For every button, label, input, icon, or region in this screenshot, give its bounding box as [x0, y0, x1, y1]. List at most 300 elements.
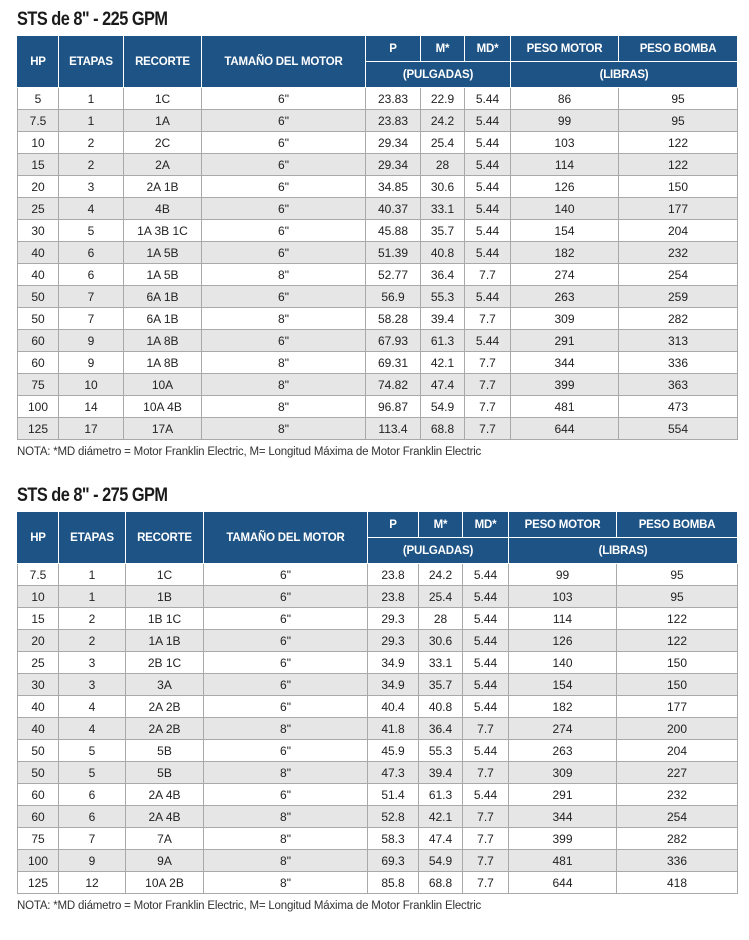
cell-etapas: 2	[59, 154, 124, 176]
cell-peso-motor: 154	[509, 674, 617, 696]
cell-md: 5.44	[463, 608, 509, 630]
spec-table-225-gpm	[17, 35, 738, 440]
cell-peso-motor: 291	[511, 330, 619, 352]
cell-peso-motor: 644	[509, 872, 617, 894]
cell-md: 5.44	[463, 652, 509, 674]
cell-motor-size: 6"	[204, 608, 368, 630]
cell-hp: 30	[18, 674, 59, 696]
cell-peso-motor: 263	[511, 286, 619, 308]
cell-hp: 40	[18, 718, 59, 740]
cell-etapas: 1	[59, 110, 124, 132]
cell-recorte: 1A 5B	[124, 264, 202, 286]
table-row	[18, 264, 738, 286]
cell-peso-motor: 182	[511, 242, 619, 264]
cell-motor-size: 6"	[204, 674, 368, 696]
cell-motor-size: 6"	[204, 630, 368, 652]
cell-motor-size: 6"	[202, 110, 366, 132]
header-motor-size: TAMAÑO DEL MOTOR	[204, 512, 368, 564]
cell-etapas: 17	[59, 418, 124, 440]
cell-peso-bomba: 254	[619, 264, 738, 286]
cell-peso-bomba: 418	[617, 872, 738, 894]
cell-motor-size: 8"	[204, 828, 368, 850]
table-row	[18, 586, 738, 608]
cell-md: 5.44	[463, 740, 509, 762]
cell-recorte: 5B	[126, 740, 204, 762]
cell-p: 23.8	[368, 564, 419, 586]
header-recorte: RECORTE	[126, 512, 204, 564]
cell-md: 7.7	[465, 264, 511, 286]
cell-p: 58.28	[366, 308, 421, 330]
header-peso-bomba: PESO BOMBA	[617, 512, 738, 538]
cell-md: 5.44	[465, 132, 511, 154]
cell-etapas: 7	[59, 286, 124, 308]
cell-motor-size: 8"	[202, 374, 366, 396]
cell-m: 24.2	[421, 110, 465, 132]
cell-peso-motor: 140	[511, 198, 619, 220]
table-row	[18, 242, 738, 264]
cell-md: 5.44	[465, 110, 511, 132]
cell-peso-bomba: 254	[617, 806, 738, 828]
cell-motor-size: 6"	[202, 242, 366, 264]
cell-md: 5.44	[465, 330, 511, 352]
cell-m: 35.7	[419, 674, 463, 696]
cell-motor-size: 8"	[204, 762, 368, 784]
cell-motor-size: 6"	[202, 176, 366, 198]
cell-md: 5.44	[465, 88, 511, 110]
cell-hp: 5	[18, 88, 59, 110]
cell-peso-motor: 644	[511, 418, 619, 440]
cell-etapas: 9	[59, 330, 124, 352]
cell-p: 40.4	[368, 696, 419, 718]
cell-peso-bomba: 204	[617, 740, 738, 762]
cell-recorte: 6A 1B	[124, 308, 202, 330]
cell-etapas: 7	[59, 828, 126, 850]
cell-recorte: 4B	[124, 198, 202, 220]
cell-m: 30.6	[419, 630, 463, 652]
cell-etapas: 2	[59, 630, 126, 652]
cell-etapas: 10	[59, 374, 124, 396]
cell-etapas: 4	[59, 198, 124, 220]
cell-peso-motor: 154	[511, 220, 619, 242]
cell-p: 69.31	[366, 352, 421, 374]
cell-hp: 60	[18, 806, 59, 828]
cell-peso-bomba: 259	[619, 286, 738, 308]
cell-m: 61.3	[421, 330, 465, 352]
cell-md: 7.7	[463, 828, 509, 850]
cell-p: 45.88	[366, 220, 421, 242]
cell-p: 23.83	[366, 110, 421, 132]
cell-peso-bomba: 122	[619, 132, 738, 154]
cell-motor-size: 6"	[202, 154, 366, 176]
cell-p: 34.9	[368, 652, 419, 674]
cell-etapas: 6	[59, 264, 124, 286]
cell-md: 7.7	[465, 418, 511, 440]
cell-recorte: 1C	[126, 564, 204, 586]
cell-peso-motor: 344	[511, 352, 619, 374]
cell-etapas: 3	[59, 176, 124, 198]
table-body	[18, 88, 738, 440]
spec-table-275-gpm	[17, 511, 738, 894]
table-row	[18, 330, 738, 352]
cell-md: 5.44	[463, 564, 509, 586]
cell-peso-bomba: 150	[617, 674, 738, 696]
cell-md: 7.7	[465, 308, 511, 330]
cell-motor-size: 8"	[204, 718, 368, 740]
cell-recorte: 2A 1B	[124, 176, 202, 198]
cell-p: 29.3	[368, 630, 419, 652]
cell-etapas: 3	[59, 674, 126, 696]
cell-m: 54.9	[421, 396, 465, 418]
cell-hp: 60	[18, 352, 59, 374]
cell-peso-motor: 309	[509, 762, 617, 784]
cell-hp: 75	[18, 374, 59, 396]
cell-md: 5.44	[465, 198, 511, 220]
cell-md: 7.7	[465, 374, 511, 396]
cell-p: 34.85	[366, 176, 421, 198]
cell-motor-size: 6"	[204, 652, 368, 674]
table-row	[18, 220, 738, 242]
table-row	[18, 740, 738, 762]
cell-hp: 60	[18, 784, 59, 806]
cell-peso-bomba: 177	[617, 696, 738, 718]
cell-motor-size: 6"	[204, 784, 368, 806]
table-row	[18, 286, 738, 308]
cell-peso-bomba: 122	[617, 608, 738, 630]
cell-p: 52.8	[368, 806, 419, 828]
header-md: MD*	[465, 36, 511, 62]
cell-motor-size: 6"	[204, 586, 368, 608]
table-row	[18, 154, 738, 176]
table-row	[18, 762, 738, 784]
cell-p: 96.87	[366, 396, 421, 418]
cell-p: 51.39	[366, 242, 421, 264]
cell-p: 69.3	[368, 850, 419, 872]
cell-md: 7.7	[463, 762, 509, 784]
table-row	[18, 806, 738, 828]
header-libras: (LIBRAS)	[509, 538, 738, 564]
table-body	[18, 564, 738, 894]
cell-md: 5.44	[463, 674, 509, 696]
cell-m: 25.4	[421, 132, 465, 154]
header-m: M*	[419, 512, 463, 538]
cell-hp: 100	[18, 396, 59, 418]
cell-etapas: 14	[59, 396, 124, 418]
cell-md: 5.44	[465, 154, 511, 176]
section-225-gpm	[17, 5, 737, 458]
cell-etapas: 4	[59, 696, 126, 718]
cell-md: 5.44	[463, 784, 509, 806]
cell-peso-bomba: 473	[619, 396, 738, 418]
cell-peso-bomba: 95	[619, 110, 738, 132]
cell-motor-size: 8"	[202, 352, 366, 374]
cell-recorte: 2A 4B	[126, 806, 204, 828]
cell-md: 5.44	[463, 630, 509, 652]
cell-p: 113.4	[366, 418, 421, 440]
cell-p: 29.34	[366, 132, 421, 154]
table-row	[18, 396, 738, 418]
cell-p: 51.4	[368, 784, 419, 806]
cell-m: 54.9	[419, 850, 463, 872]
cell-recorte: 2B 1C	[126, 652, 204, 674]
cell-motor-size: 8"	[202, 396, 366, 418]
header-libras: (LIBRAS)	[511, 62, 738, 88]
cell-peso-motor: 126	[511, 176, 619, 198]
cell-md: 5.44	[465, 242, 511, 264]
cell-m: 40.8	[419, 696, 463, 718]
cell-m: 47.4	[421, 374, 465, 396]
cell-motor-size: 8"	[202, 308, 366, 330]
header-pulgadas: (PULGADAS)	[368, 538, 509, 564]
cell-md: 5.44	[463, 696, 509, 718]
cell-md: 5.44	[465, 176, 511, 198]
cell-md: 7.7	[465, 352, 511, 374]
cell-peso-motor: 114	[509, 608, 617, 630]
cell-m: 61.3	[419, 784, 463, 806]
cell-hp: 50	[18, 740, 59, 762]
cell-hp: 7.5	[18, 564, 59, 586]
table-title: STS de 8" - 275 GPM	[17, 485, 168, 506]
cell-m: 39.4	[421, 308, 465, 330]
cell-etapas: 1	[59, 586, 126, 608]
cell-md: 5.44	[463, 586, 509, 608]
cell-m: 28	[419, 608, 463, 630]
table-row	[18, 564, 738, 586]
cell-peso-motor: 399	[509, 828, 617, 850]
cell-p: 29.34	[366, 154, 421, 176]
cell-recorte: 7A	[126, 828, 204, 850]
cell-peso-bomba: 232	[617, 784, 738, 806]
header-hp: HP	[18, 36, 59, 88]
cell-recorte: 2A 2B	[126, 718, 204, 740]
table-row	[18, 608, 738, 630]
cell-etapas: 9	[59, 850, 126, 872]
cell-m: 33.1	[419, 652, 463, 674]
cell-etapas: 5	[59, 220, 124, 242]
cell-m: 36.4	[419, 718, 463, 740]
cell-p: 40.37	[366, 198, 421, 220]
table-row	[18, 198, 738, 220]
table-row	[18, 374, 738, 396]
cell-hp: 40	[18, 696, 59, 718]
cell-motor-size: 6"	[202, 132, 366, 154]
cell-hp: 15	[18, 154, 59, 176]
cell-m: 42.1	[419, 806, 463, 828]
cell-p: 41.8	[368, 718, 419, 740]
cell-m: 68.8	[421, 418, 465, 440]
cell-hp: 25	[18, 652, 59, 674]
cell-recorte: 1C	[124, 88, 202, 110]
cell-m: 36.4	[421, 264, 465, 286]
cell-recorte: 17A	[124, 418, 202, 440]
cell-recorte: 1A 3B 1C	[124, 220, 202, 242]
cell-hp: 125	[18, 418, 59, 440]
cell-etapas: 4	[59, 718, 126, 740]
table-title: STS de 8" - 225 GPM	[17, 9, 168, 30]
table-row	[18, 418, 738, 440]
cell-recorte: 2A 2B	[126, 696, 204, 718]
cell-hp: 50	[18, 762, 59, 784]
cell-md: 7.7	[465, 396, 511, 418]
cell-peso-bomba: 363	[619, 374, 738, 396]
cell-peso-bomba: 122	[619, 154, 738, 176]
cell-motor-size: 8"	[204, 872, 368, 894]
cell-peso-motor: 344	[509, 806, 617, 828]
cell-etapas: 6	[59, 806, 126, 828]
cell-peso-motor: 99	[511, 110, 619, 132]
table-row	[18, 352, 738, 374]
header-etapas: ETAPAS	[59, 36, 124, 88]
table-row	[18, 850, 738, 872]
cell-m: 28	[421, 154, 465, 176]
cell-peso-bomba: 95	[617, 586, 738, 608]
cell-hp: 50	[18, 286, 59, 308]
cell-hp: 7.5	[18, 110, 59, 132]
cell-peso-bomba: 282	[617, 828, 738, 850]
cell-md: 5.44	[465, 220, 511, 242]
cell-peso-bomba: 122	[617, 630, 738, 652]
cell-md: 7.7	[463, 806, 509, 828]
cell-motor-size: 6"	[202, 220, 366, 242]
cell-p: 56.9	[366, 286, 421, 308]
table-row	[18, 784, 738, 806]
cell-p: 23.8	[368, 586, 419, 608]
cell-hp: 40	[18, 264, 59, 286]
cell-recorte: 1A	[124, 110, 202, 132]
cell-m: 47.4	[419, 828, 463, 850]
cell-peso-motor: 291	[509, 784, 617, 806]
table-row	[18, 872, 738, 894]
cell-peso-motor: 103	[511, 132, 619, 154]
cell-etapas: 5	[59, 740, 126, 762]
cell-hp: 60	[18, 330, 59, 352]
header-etapas: ETAPAS	[59, 512, 126, 564]
cell-m: 25.4	[419, 586, 463, 608]
cell-hp: 100	[18, 850, 59, 872]
cell-peso-bomba: 554	[619, 418, 738, 440]
header-motor-size: TAMAÑO DEL MOTOR	[202, 36, 366, 88]
cell-motor-size: 8"	[204, 850, 368, 872]
header-m: M*	[421, 36, 465, 62]
cell-etapas: 2	[59, 132, 124, 154]
cell-motor-size: 8"	[202, 418, 366, 440]
cell-motor-size: 6"	[204, 696, 368, 718]
cell-motor-size: 8"	[202, 264, 366, 286]
table-row	[18, 828, 738, 850]
cell-recorte: 1A 8B	[124, 330, 202, 352]
cell-md: 7.7	[463, 718, 509, 740]
table-row	[18, 652, 738, 674]
cell-recorte: 1A 5B	[124, 242, 202, 264]
cell-hp: 20	[18, 176, 59, 198]
cell-hp: 40	[18, 242, 59, 264]
cell-peso-bomba: 282	[619, 308, 738, 330]
cell-recorte: 2C	[124, 132, 202, 154]
header-peso-bomba: PESO BOMBA	[619, 36, 738, 62]
cell-etapas: 5	[59, 762, 126, 784]
cell-peso-motor: 86	[511, 88, 619, 110]
cell-etapas: 6	[59, 242, 124, 264]
header-md: MD*	[463, 512, 509, 538]
header-pulgadas: (PULGADAS)	[366, 62, 511, 88]
header-hp: HP	[18, 512, 59, 564]
cell-peso-bomba: 177	[619, 198, 738, 220]
table-row	[18, 696, 738, 718]
cell-peso-bomba: 150	[619, 176, 738, 198]
cell-p: 52.77	[366, 264, 421, 286]
cell-etapas: 1	[59, 564, 126, 586]
cell-p: 74.82	[366, 374, 421, 396]
cell-peso-motor: 274	[511, 264, 619, 286]
cell-m: 40.8	[421, 242, 465, 264]
cell-hp: 75	[18, 828, 59, 850]
cell-hp: 30	[18, 220, 59, 242]
cell-peso-bomba: 150	[617, 652, 738, 674]
cell-p: 58.3	[368, 828, 419, 850]
cell-recorte: 6A 1B	[124, 286, 202, 308]
cell-m: 55.3	[421, 286, 465, 308]
cell-peso-bomba: 232	[619, 242, 738, 264]
cell-m: 24.2	[419, 564, 463, 586]
cell-hp: 25	[18, 198, 59, 220]
table-row	[18, 630, 738, 652]
cell-peso-motor: 140	[509, 652, 617, 674]
cell-etapas: 7	[59, 308, 124, 330]
cell-etapas: 1	[59, 88, 124, 110]
cell-p: 45.9	[368, 740, 419, 762]
table-note: NOTA: *MD diámetro = Motor Franklin Electric, M= Longitud Máxima de Motor Franklin Electric	[17, 446, 482, 458]
cell-hp: 125	[18, 872, 59, 894]
table-row	[18, 132, 738, 154]
cell-etapas: 2	[59, 608, 126, 630]
table-row	[18, 176, 738, 198]
header-recorte: RECORTE	[124, 36, 202, 88]
cell-peso-motor: 263	[509, 740, 617, 762]
cell-recorte: 1A 8B	[124, 352, 202, 374]
header-peso-motor: PESO MOTOR	[509, 512, 617, 538]
cell-peso-motor: 182	[509, 696, 617, 718]
cell-m: 68.8	[419, 872, 463, 894]
cell-hp: 50	[18, 308, 59, 330]
cell-peso-motor: 103	[509, 586, 617, 608]
cell-peso-bomba: 336	[619, 352, 738, 374]
cell-recorte: 10A 2B	[126, 872, 204, 894]
cell-peso-bomba: 95	[619, 88, 738, 110]
cell-m: 33.1	[421, 198, 465, 220]
cell-recorte: 1A 1B	[126, 630, 204, 652]
cell-p: 34.9	[368, 674, 419, 696]
cell-peso-motor: 481	[509, 850, 617, 872]
table-row	[18, 674, 738, 696]
cell-m: 30.6	[421, 176, 465, 198]
cell-motor-size: 6"	[202, 286, 366, 308]
cell-peso-motor: 274	[509, 718, 617, 740]
cell-recorte: 2A	[124, 154, 202, 176]
header-p: P	[366, 36, 421, 62]
cell-motor-size: 6"	[204, 740, 368, 762]
cell-etapas: 12	[59, 872, 126, 894]
cell-p: 23.83	[366, 88, 421, 110]
cell-peso-motor: 399	[511, 374, 619, 396]
cell-m: 39.4	[419, 762, 463, 784]
cell-m: 22.9	[421, 88, 465, 110]
cell-peso-motor: 481	[511, 396, 619, 418]
table-note: NOTA: *MD diámetro = Motor Franklin Electric, M= Longitud Máxima de Motor Franklin Electric	[17, 900, 482, 912]
cell-peso-bomba: 204	[619, 220, 738, 242]
cell-p: 47.3	[368, 762, 419, 784]
cell-recorte: 10A 4B	[124, 396, 202, 418]
header-peso-motor: PESO MOTOR	[511, 36, 619, 62]
cell-hp: 10	[18, 132, 59, 154]
